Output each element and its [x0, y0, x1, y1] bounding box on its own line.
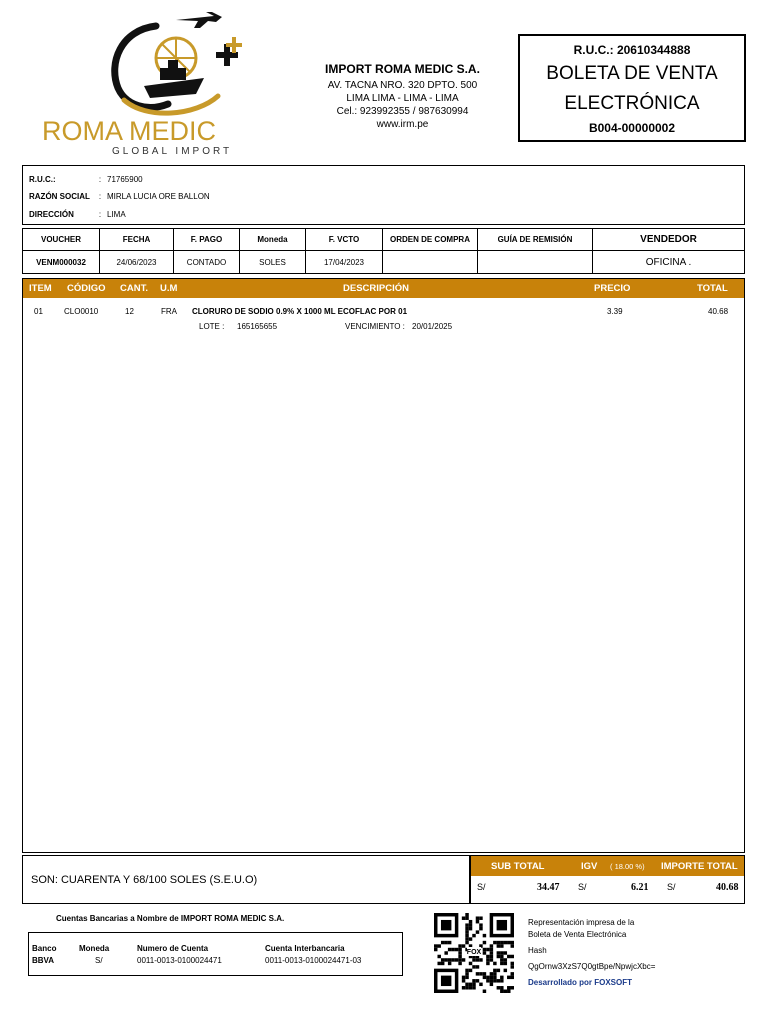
- amount-in-words-box: [22, 855, 470, 904]
- description-header: DESCRIPCIÓN: [343, 283, 409, 294]
- document-box: [518, 34, 746, 142]
- svg-text:GLOBAL IMPORT: GLOBAL IMPORT: [112, 146, 233, 157]
- subtotal-currency: S/: [477, 882, 486, 892]
- logo-brand-text: ROMA MEDIC: [42, 116, 217, 146]
- items-table: [22, 278, 745, 853]
- company-logo: [36, 8, 298, 158]
- item-header: ITEM: [29, 283, 52, 294]
- totals-box: [470, 855, 745, 904]
- separator: :: [98, 192, 102, 201]
- document-title-1: BOLETA DE VENTA: [546, 63, 718, 84]
- total-label: IMPORTE TOTAL: [661, 861, 738, 872]
- total-value: 40.68: [716, 882, 739, 893]
- client-address-row: [29, 210, 126, 219]
- client-name-row: [29, 192, 210, 201]
- lot-value: 165165655: [237, 322, 278, 331]
- due-date-value: 17/04/2023: [306, 251, 383, 274]
- total-header: TOTAL: [697, 283, 728, 294]
- client-address-label: DIRECCIÓN: [29, 210, 74, 219]
- subtotal-value: 34.47: [537, 882, 560, 893]
- voucher-value: VENM000032: [23, 251, 100, 274]
- igv-label: IGV: [581, 861, 598, 872]
- totals-header: [471, 856, 744, 876]
- company-city: LIMA LIMA - LIMA - LIMA: [346, 93, 459, 104]
- separator: :: [98, 175, 102, 184]
- client-ruc: 71765900: [107, 175, 143, 184]
- client-ruc-row: [29, 175, 143, 184]
- client-name: MIRLA LUCIA ORE BALLON: [107, 192, 210, 201]
- airplane-ship-cross-logo-icon: [36, 8, 298, 158]
- amount-in-words: SON: CUARENTA Y 68/100 SOLES (S.E.U.O): [31, 874, 258, 886]
- total-currency: S/: [667, 882, 676, 892]
- bank-table: [28, 932, 403, 976]
- company-info: [310, 62, 495, 131]
- dispatch-guide-value: [478, 251, 593, 274]
- qty-header: CANT.: [120, 283, 148, 294]
- voucher-table: [22, 228, 745, 274]
- currency-value: SOLES: [240, 251, 306, 274]
- repr-line-1: Representación impresa de la: [528, 918, 635, 927]
- client-name-label: RAZÓN SOCIAL: [29, 192, 90, 201]
- item-code: CLO0010: [64, 307, 99, 316]
- subtotal-label: SUB TOTAL: [491, 861, 545, 872]
- igv-rate: ( 18.00 %): [610, 862, 645, 871]
- voucher-header: VOUCHER: [23, 229, 100, 251]
- hash-label: Hash: [528, 946, 547, 955]
- issuer-ruc: R.U.C.: 20610344888: [573, 43, 691, 57]
- bank-title: Cuentas Bancarias a Nombre de IMPORT ROMA MEDIC S.A.: [56, 914, 285, 923]
- bank-header: Banco: [32, 944, 57, 953]
- items-header: [23, 279, 744, 298]
- document-title-2: ELECTRÓNICA: [564, 93, 700, 114]
- item-price: 3.39: [607, 307, 623, 316]
- client-ruc-label: R.U.C.:: [29, 175, 56, 184]
- purchase-order-value: [383, 251, 478, 274]
- lot-label: LOTE :: [199, 322, 225, 331]
- purchase-order-header: ORDEN DE COMPRA: [383, 229, 478, 251]
- price-header: PRECIO: [594, 283, 631, 294]
- item-qty: 12: [125, 307, 134, 316]
- item-um: FRA: [161, 307, 177, 316]
- qr-center-logo: FOX: [466, 949, 482, 956]
- client-address: LIMA: [107, 210, 126, 219]
- developer-link[interactable]: Desarrollado por FOXSOFT: [528, 978, 633, 987]
- voucher-value-row: [23, 251, 745, 274]
- bank-currency: S/: [95, 956, 103, 965]
- company-address: AV. TACNA NRO. 320 DPTO. 500: [327, 80, 478, 91]
- hash-value: QgOrnw3XzS7Q0gtBpe/NpwjcXbc=: [528, 962, 656, 971]
- seller-header: VENDEDOR: [593, 229, 745, 251]
- document-number: B004-00000002: [588, 121, 676, 135]
- um-header: U.M: [160, 283, 178, 294]
- igv-currency: S/: [578, 882, 587, 892]
- company-name: IMPORT ROMA MEDIC S.A.: [325, 62, 480, 76]
- cci-header: Cuenta Interbancaria: [265, 944, 345, 953]
- voucher-header-row: [23, 229, 745, 251]
- payment-header: F. PAGO: [174, 229, 240, 251]
- expiry-value: 20/01/2025: [412, 322, 453, 331]
- date-header: FECHA: [100, 229, 174, 251]
- account-header: Numero de Cuenta: [137, 944, 209, 953]
- due-date-header: F. VCTO: [306, 229, 383, 251]
- client-section: [22, 165, 745, 225]
- bank-currency-header: Moneda: [79, 944, 110, 953]
- bank-name: BBVA: [32, 956, 55, 965]
- item-number: 01: [34, 307, 43, 316]
- company-phone: Cel.: 923992355 / 987630994: [336, 106, 469, 117]
- separator: :: [98, 210, 102, 219]
- payment-value: CONTADO: [174, 251, 240, 274]
- code-header: CÓDIGO: [67, 283, 106, 294]
- igv-value: 6.21: [631, 882, 649, 893]
- qr-code-icon: [428, 913, 520, 993]
- expiry-label: VENCIMIENTO :: [345, 322, 405, 331]
- item-total: 40.68: [708, 307, 729, 316]
- currency-header: Moneda: [240, 229, 306, 251]
- dispatch-guide-header: GUÍA DE REMISIÓN: [478, 229, 593, 251]
- item-description: CLORURO DE SODIO 0.9% X 1000 ML ECOFLAC POR 01: [192, 307, 408, 316]
- cci-number: 0011-0013-0100024471-03: [265, 956, 362, 965]
- company-web: www.irm.pe: [376, 119, 429, 130]
- date-value: 24/06/2023: [100, 251, 174, 274]
- account-number: 0011-0013-0100024471: [137, 956, 222, 965]
- representation-note: [528, 917, 655, 989]
- seller-value: OFICINA .: [593, 251, 745, 274]
- repr-line-2: Boleta de Venta Electrónica: [528, 930, 627, 939]
